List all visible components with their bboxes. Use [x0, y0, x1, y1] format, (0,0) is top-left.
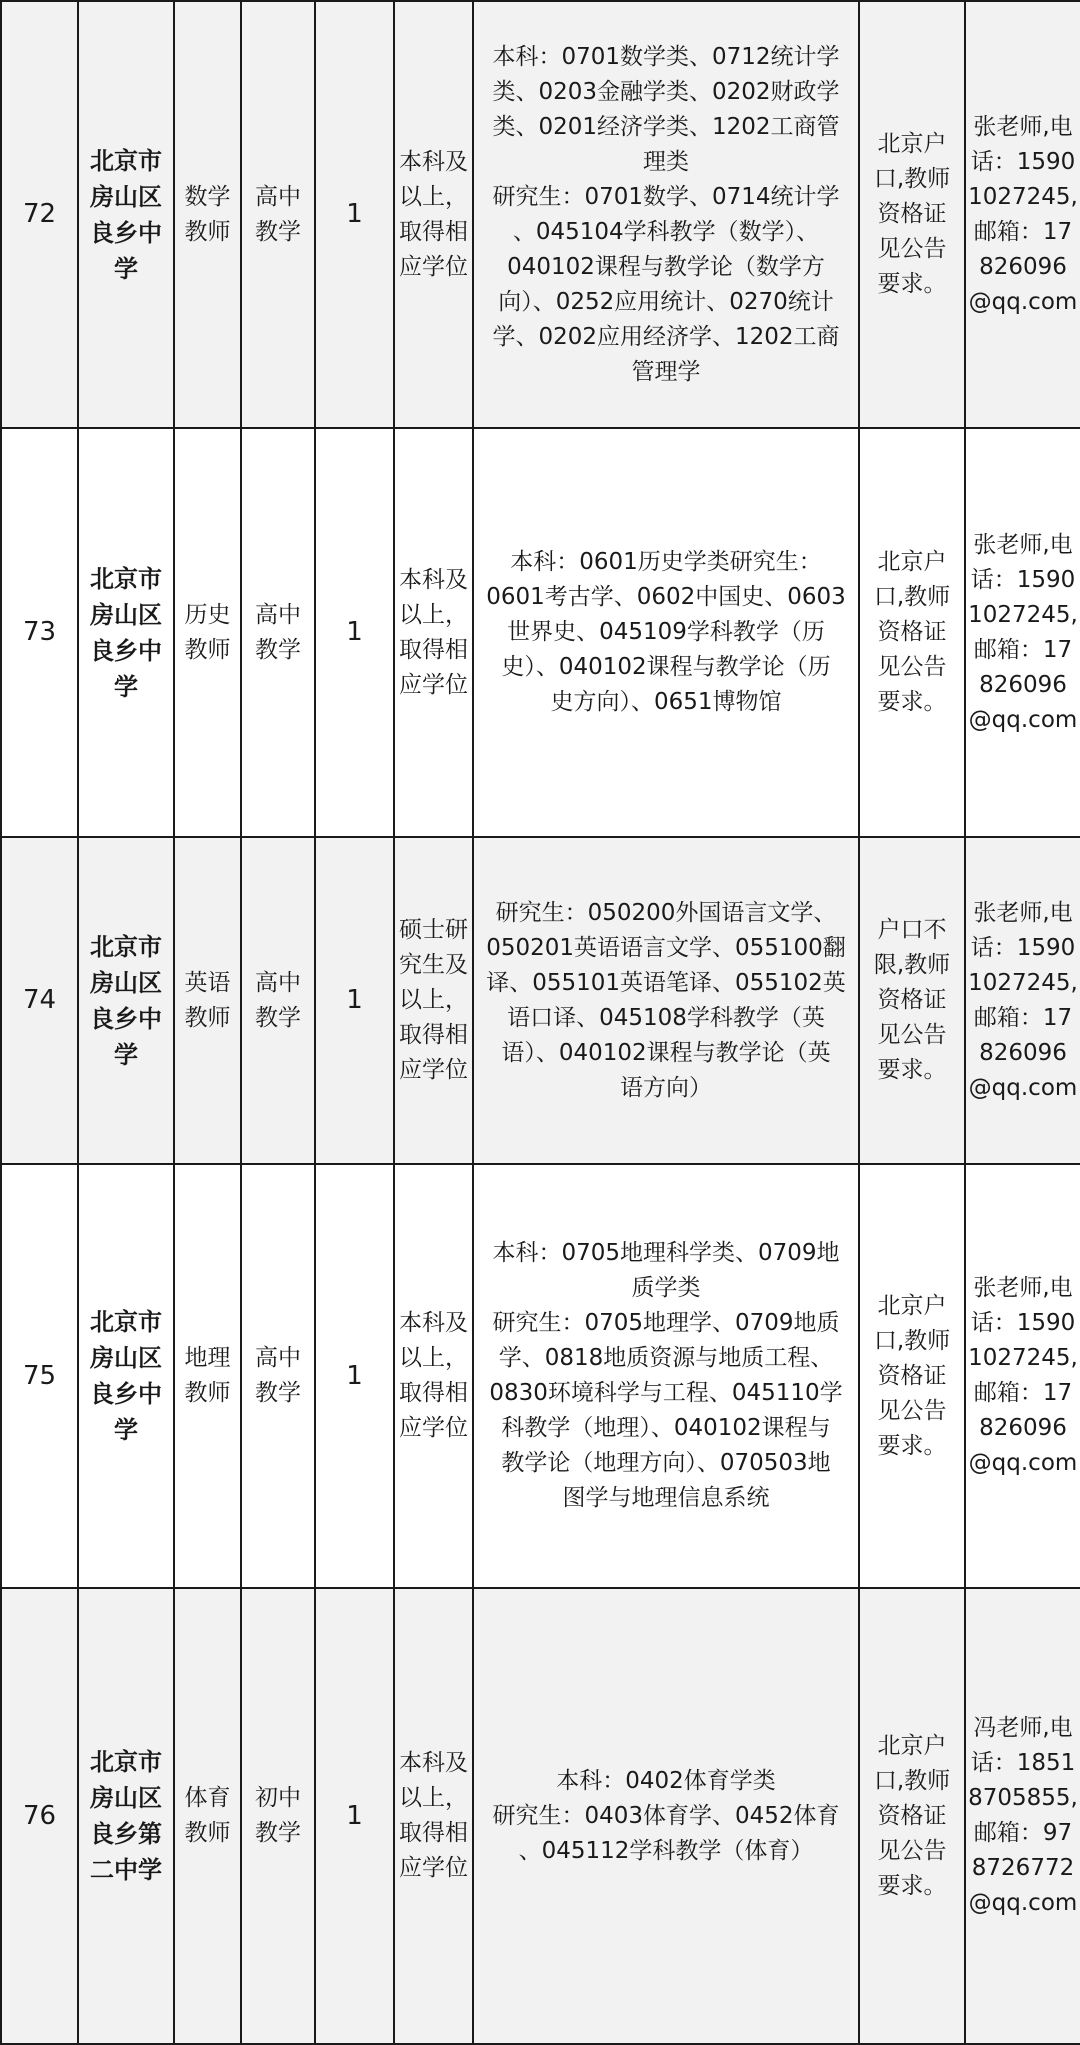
- hire-count: 1: [315, 1588, 394, 2044]
- school-name: 北京市房山区良乡第二中学: [78, 1588, 174, 2044]
- major-line: 本科：0601历史学类研究生：: [510, 549, 822, 575]
- major-line: 0601考古学、0602中国史、0603: [486, 584, 846, 610]
- major-line: 向）、0252应用统计、0270统计: [498, 288, 834, 315]
- major-line: 研究生：050200外国语言文学、: [495, 899, 837, 926]
- major-line: 本科：0402体育学类: [556, 1767, 776, 1794]
- table-row: [1, 1588, 1080, 2044]
- major-line: 语）、040102课程与教学论（英: [501, 1039, 831, 1066]
- position-category: 高中教学: [241, 1164, 315, 1588]
- major-line: 质学类: [631, 1275, 701, 1301]
- major-line: 学、0202应用经济学、1202工商: [492, 323, 840, 350]
- major-line: 史）、040102课程与教学论（历: [501, 654, 831, 680]
- contact-info: 冯老师,电话：18518705855,邮箱：978726772@qq.com: [965, 1588, 1080, 2044]
- major-line: 研究生：0705地理学、0709地质: [492, 1310, 840, 1336]
- major-line: 理类: [643, 148, 689, 175]
- hire-count: 1: [315, 428, 394, 837]
- major-line: 图学与地理信息系统: [562, 1485, 770, 1511]
- table-row: [1, 837, 1080, 1164]
- major-line: 语方向）: [620, 1074, 712, 1101]
- education-requirement: 本科及以上，取得相应学位: [394, 1588, 473, 2044]
- row-number: 75: [1, 1164, 78, 1588]
- major-line: 040102课程与教学论（数学方: [507, 253, 825, 280]
- position-name: 历史教师: [174, 428, 241, 837]
- education-requirement: 硕士研究生及以上，取得相应学位: [394, 837, 473, 1164]
- contact-info: 张老师,电话：15901027245,邮箱：17826096@qq.com: [965, 428, 1080, 837]
- position-name: 数学教师: [174, 1, 241, 428]
- major-line: 语口译、045108学科教学（英: [507, 1004, 825, 1031]
- major-line: 科教学（地理）、040102课程与: [501, 1415, 831, 1441]
- major-line: 050201英语语言文学、055100翻: [486, 934, 846, 961]
- major-requirement: [473, 1588, 859, 2044]
- major-line: 类、0203金融学类、0202财政学: [492, 78, 840, 105]
- major-line: 、045112学科教学（体育）: [518, 1837, 814, 1864]
- hire-count: 1: [315, 1, 394, 428]
- education-requirement: 本科及以上，取得相应学位: [394, 1164, 473, 1588]
- contact-info: 张老师,电话：15901027245,邮箱：17826096@qq.com: [965, 837, 1080, 1164]
- position-name: 英语教师: [174, 837, 241, 1164]
- major-line: 研究生：0403体育学、0452体育: [492, 1802, 840, 1829]
- major-line: 学、0818地质资源与地质工程、: [498, 1345, 834, 1371]
- contact-info: 张老师,电话：15901027245,邮箱：17826096@qq.com: [965, 1, 1080, 428]
- major-requirement: [473, 428, 859, 837]
- position-category: 高中教学: [241, 1, 315, 428]
- education-requirement: 本科及以上，取得相应学位: [394, 1, 473, 428]
- major-line: 史方向）、0651博物馆: [550, 689, 782, 715]
- other-requirement: 北京户口,教师资格证见公告要求。: [859, 1, 965, 428]
- major-line: 本科：0701数学类、0712统计学: [492, 43, 840, 70]
- major-line: 世界史、045109学科教学（历: [507, 619, 825, 645]
- row-number: 74: [1, 837, 78, 1164]
- major-requirement: [473, 837, 859, 1164]
- school-name: 北京市房山区良乡中学: [78, 837, 174, 1164]
- major-line: 、045104学科教学（数学）、: [512, 218, 820, 245]
- hire-count: 1: [315, 1164, 394, 1588]
- position-name: 地理教师: [174, 1164, 241, 1588]
- row-number: 73: [1, 428, 78, 837]
- major-requirement: [473, 1164, 859, 1588]
- major-line: 本科：0705地理科学类、0709地: [492, 1240, 840, 1266]
- other-requirement: 北京户口,教师资格证见公告要求。: [859, 1164, 965, 1588]
- major-requirement: [473, 1, 859, 428]
- row-number: 76: [1, 1588, 78, 2044]
- position-category: 高中教学: [241, 428, 315, 837]
- major-line: 译、055101英语笔译、055102英: [486, 969, 846, 996]
- education-requirement: 本科及以上，取得相应学位: [394, 428, 473, 837]
- contact-info: 张老师,电话：15901027245,邮箱：17826096@qq.com: [965, 1164, 1080, 1588]
- other-requirement: 北京户口,教师资格证见公告要求。: [859, 428, 965, 837]
- table-row: [1, 1164, 1080, 1588]
- other-requirement: 北京户口,教师资格证见公告要求。: [859, 1588, 965, 2044]
- major-line: 管理学: [631, 358, 701, 385]
- major-line: 研究生：0701数学、0714统计学: [492, 183, 840, 210]
- major-line: 教学论（地理方向）、070503地: [501, 1450, 831, 1476]
- other-requirement: 户口不限,教师资格证见公告要求。: [859, 837, 965, 1164]
- major-line: 类、0201经济学类、1202工商管: [492, 113, 840, 140]
- school-name: 北京市房山区良乡中学: [78, 1164, 174, 1588]
- row-number: 72: [1, 1, 78, 428]
- position-category: 高中教学: [241, 837, 315, 1164]
- hire-count: 1: [315, 837, 394, 1164]
- school-name: 北京市房山区良乡中学: [78, 428, 174, 837]
- table-row: [1, 428, 1080, 837]
- school-name: 北京市房山区良乡中学: [78, 1, 174, 428]
- position-name: 体育教师: [174, 1588, 241, 2044]
- position-category: 初中教学: [241, 1588, 315, 2044]
- table-row: [1, 1, 1080, 428]
- major-line: 0830环境科学与工程、045110学: [489, 1380, 843, 1406]
